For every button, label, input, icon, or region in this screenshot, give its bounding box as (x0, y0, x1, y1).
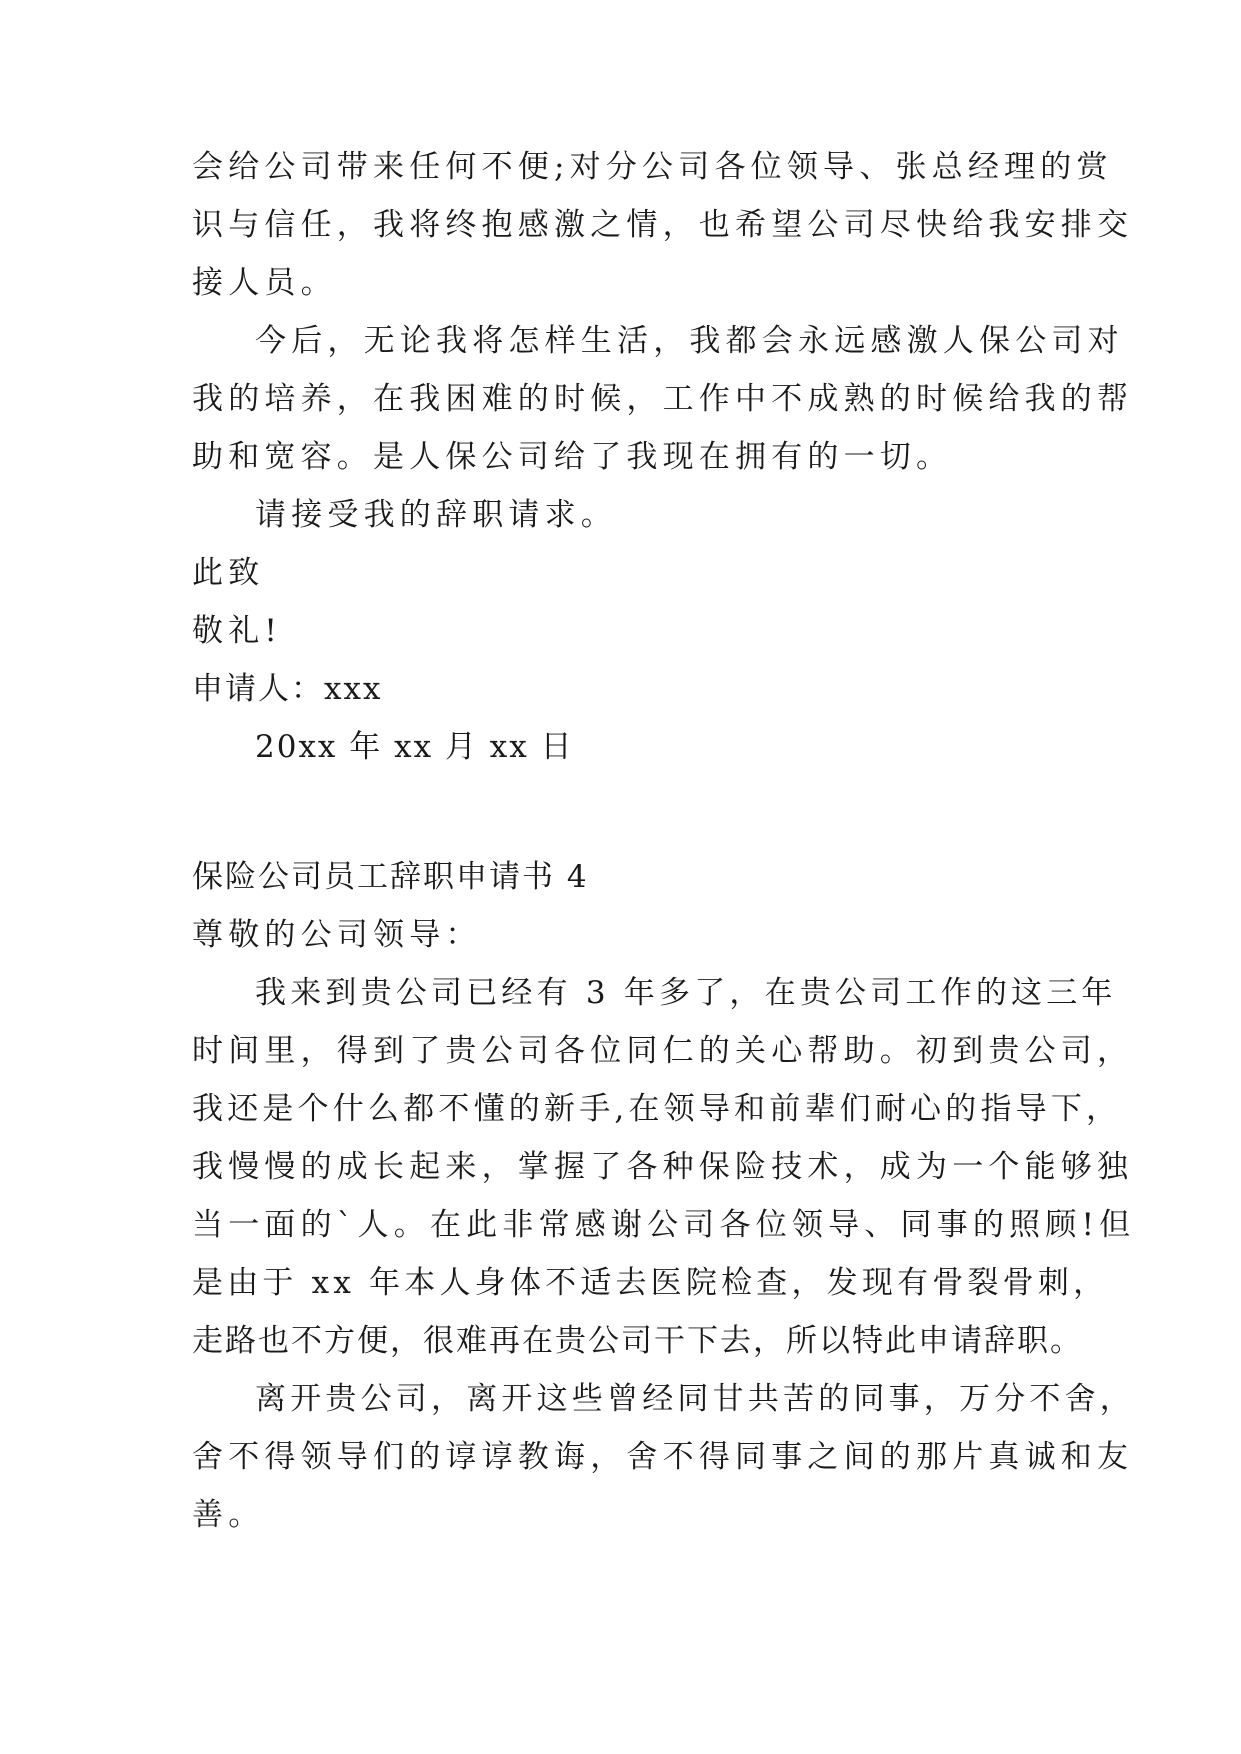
paragraph-line: 助和宽容。是人保公司给了我现在拥有的一切。 (192, 439, 953, 475)
paragraph-line: 我慢慢的成长起来，掌握了各种保险技术，成为一个能够独 (192, 1149, 1134, 1185)
paragraph-line: 接人员。 (192, 265, 337, 301)
paragraph-line: 善。 (192, 1497, 265, 1533)
paragraph-line: 我的培养，在我困难的时候，工作中不成熟的时候给我的帮 (192, 381, 1134, 417)
paragraph-line: 当一面的`人。在此非常感谢公司各位领导、同事的照顾!但 (192, 1207, 1136, 1243)
applicant-signature: 申请人：xxx (192, 671, 383, 707)
paragraph-line: 舍不得领导们的谆谆教诲，舍不得同事之间的那片真诚和友 (192, 1439, 1134, 1475)
paragraph-line: 识与信任，我将终抱感激之情，也希望公司尽快给我安排交 (192, 207, 1134, 243)
paragraph-line: 离开贵公司，离开这些曾经同甘共苦的同事，万分不舍， (255, 1381, 1135, 1417)
closing-salutation: 此致 (192, 555, 265, 591)
paragraph-line: 是由于 xx 年本人身体不适去医院检查，发现有骨裂骨刺， (192, 1265, 1109, 1301)
paragraph-line: 走路也不方便，很难再在贵公司干下去，所以特此申请辞职。 (192, 1323, 1083, 1359)
paragraph-line: 会给公司带来任何不便;对分公司各位领导、张总经理的赏 (192, 149, 1113, 185)
paragraph-line: 我来到贵公司已经有 3 年多了，在贵公司工作的这三年 (255, 975, 1117, 1011)
closing-regards: 敬礼! (192, 613, 283, 649)
paragraph-line: 今后，无论我将怎样生活，我都会永远感激人保公司对 (255, 323, 1124, 359)
paragraph-line: 时间里，得到了贵公司各位同仁的关心帮助。初到贵公司， (192, 1033, 1134, 1069)
paragraph-line: 请接受我的辞职请求。 (255, 497, 617, 533)
signature-date: 20xx 年 xx 月 xx 日 (255, 729, 574, 765)
letter-greeting: 尊敬的公司领导： (192, 917, 482, 953)
paragraph-line: 我还是个什么都不懂的新手,在领导和前辈们耐心的指导下， (192, 1091, 1122, 1127)
section-title: 保险公司员工辞职申请书 4 (192, 859, 589, 895)
